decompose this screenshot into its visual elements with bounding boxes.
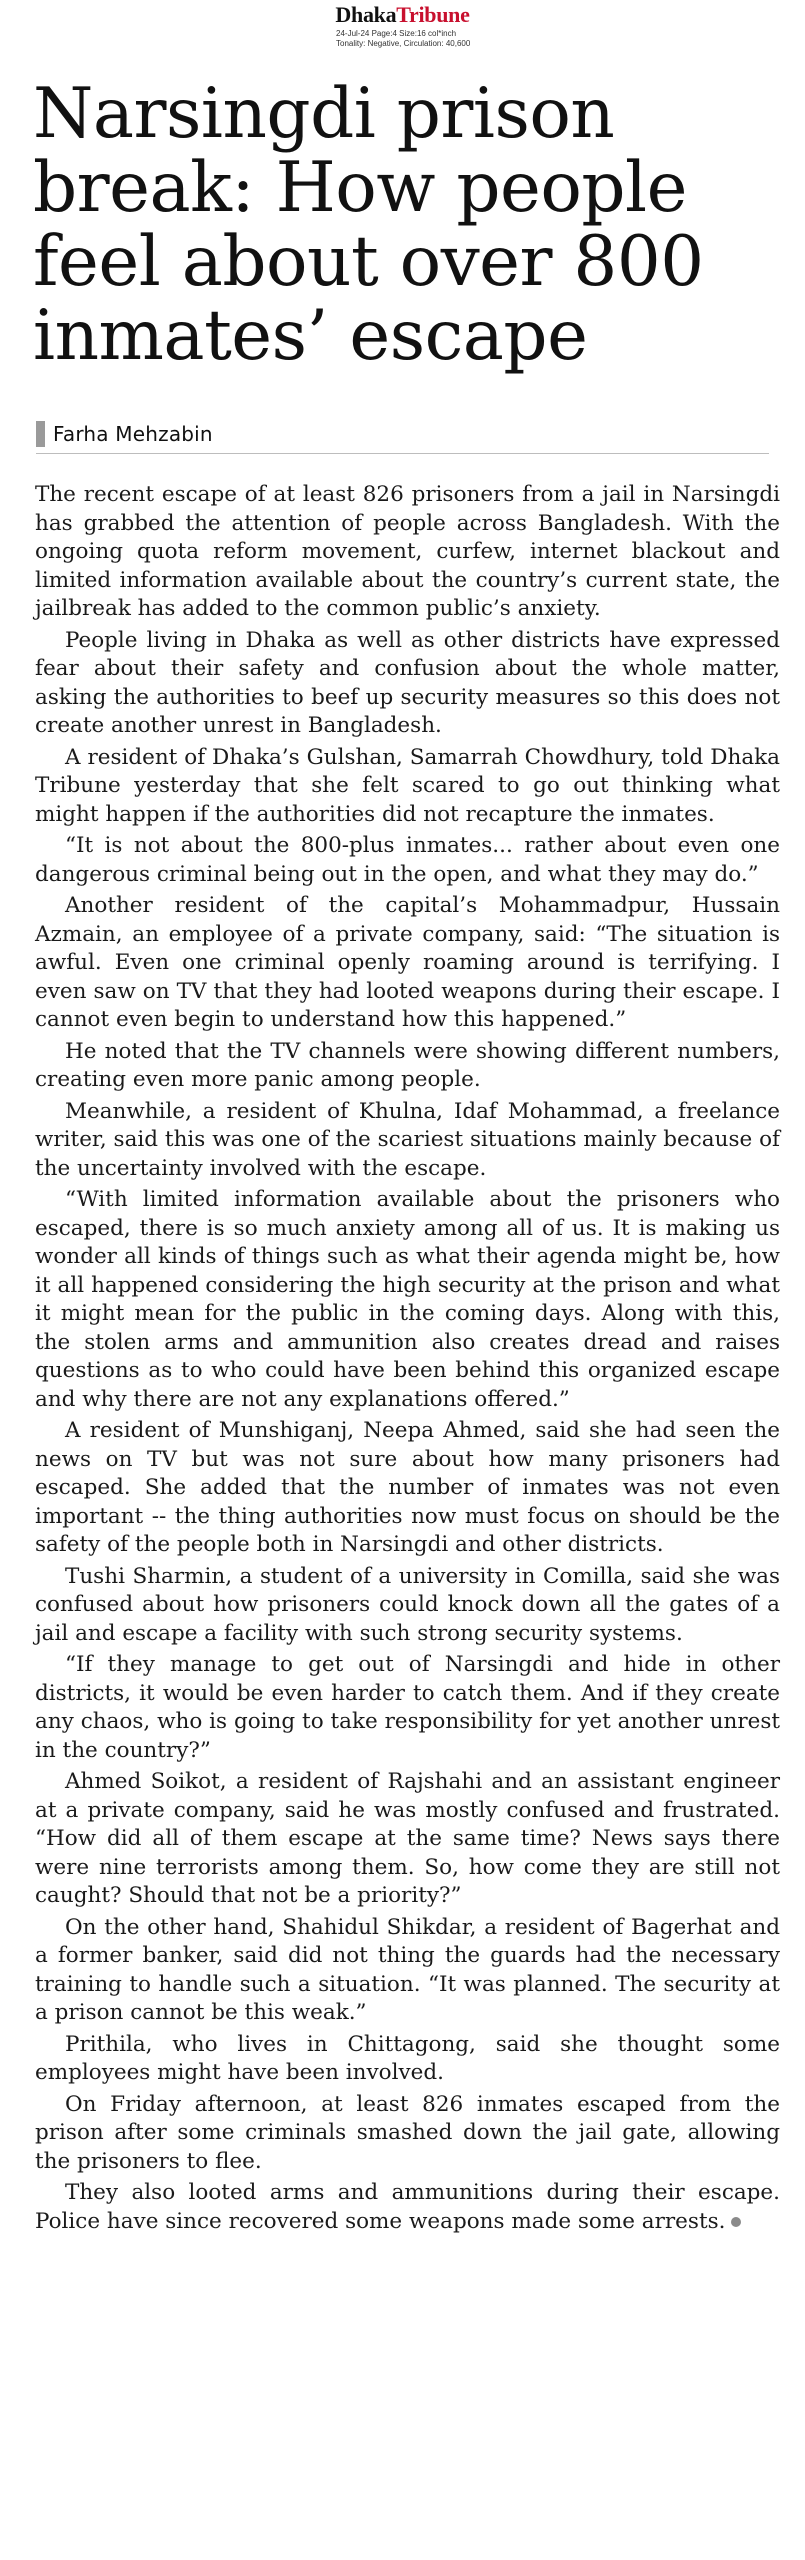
article-paragraph: Prithila, who lives in Chittagong, said she thought some employees might have been involved.: [35, 2031, 780, 2085]
masthead: [0, 0, 805, 49]
article-paragraph: “It is not about the 800-plus inmates... rather about even one dangerous criminal being out in the open, and what they may do.”: [35, 833, 780, 887]
end-of-article-dot-icon: [731, 2217, 741, 2227]
article-paragraph: On Friday afternoon, at least 826 inmates escaped from the prison after some criminals smashed down the jail gate, allowing the prisoners to flee.: [35, 2091, 780, 2174]
article-paragraph: A resident of Munshiganj, Neepa Ahmed, said she had seen the news on TV but was not sure about how many prisoners had escaped. She added that the number of inmates was not even important -- the thing authorities now must focus on should be the safety of the people both in Narsingdi and other districts.: [35, 1418, 780, 1557]
clipping-meta: [336, 29, 486, 49]
article-headline: Narsingdi prison break: How people feel about over 800 inmates’ escape: [33, 74, 704, 376]
article-paragraph: Ahmed Soikot, a resident of Rajshahi and an assistant engineer at a private company, said he was mostly confused and frustrated. “How did all of them escape at the same time? News says there were nine terrorists among them. So, how come they are still not caught? Should that not be a priority?”: [35, 1769, 780, 1908]
article-paragraph: A resident of Dhaka’s Gulshan, Samarrah Chowdhury, told Dhaka Tribune yesterday that she felt scared to go out thinking what might happen if the authorities did not recapture the inmates.: [35, 744, 780, 827]
byline-block: [36, 421, 805, 447]
article-paragraph: People living in Dhaka as well as other districts have expressed fear about their safety and confusion about the whole matter, asking the authorities to beef up security measures so this does not create another unrest in Bangladesh.: [35, 627, 780, 738]
article-paragraph: He noted that the TV channels were showing different numbers, creating even more panic among people.: [35, 1038, 780, 1092]
article-paragraph: Another resident of the capital’s Mohammadpur, Hussain Azmain, an employee of a private company, said: “The situation is awful. Even one criminal openly roaming around is terrifying. I even saw on TV that they had looted weapons during their escape. I cannot even begin to understand how this happened.”: [35, 893, 780, 1032]
last-paragraph-text: They also looted arms and ammunitions during their escape. Police have since recovered some weapons made some arrests.: [35, 2180, 780, 2234]
article-paragraph: “If they manage to get out of Narsingdi and hide in other districts, it would be even harder to catch them. And if they create any chaos, who is going to take responsibility for yet another unrest in the country?”: [35, 1652, 780, 1763]
article-paragraph: On the other hand, Shahidul Shikdar, a resident of Bagerhat and a former banker, said did not thing the guards had the necessary training to handle such a situation. “It was planned. The security at a prison cannot be this weak.”: [35, 1914, 780, 2025]
clipping-tonality-circulation: Tonality: Negative, Circulation: 40,600: [336, 39, 471, 48]
logo-word-tribune: Tribune: [396, 2, 470, 27]
article-paragraph: Meanwhile, a resident of Khulna, Idaf Mohammad, a freelance writer, said this was one of the scariest situations mainly because of the uncertainty involved with the escape.: [35, 1098, 780, 1181]
article-body: [35, 481, 780, 2236]
article-paragraph: The recent escape of at least 826 prisoners from a jail in Narsingdi has grabbed the attention of people across Bangladesh. With the ongoing quota reform movement, curfew, internet blackout and limited information available about the country’s current state, the jailbreak has added to the common public’s anxiety.: [35, 482, 780, 621]
article-paragraph: “With limited information available about the prisoners who escaped, there is so much anxiety among all of us. It is making us wonder all kinds of things such as what their agenda might be, how it all happened considering the high security at the prison and what it might mean for the public in the coming days. Along with this, the stolen arms and ammunition also creates dread and raises questions as to who could have been behind this organized escape and why there are not any explanations offered.”: [35, 1187, 780, 1412]
clipping-date-page-size: 24-Jul-24 Page:4 Size:16 col*inch: [336, 29, 457, 38]
article-paragraph-last: [35, 2179, 780, 2236]
byline-accent-bar: [36, 421, 45, 447]
newspaper-logo: [0, 4, 805, 26]
logo-word-dhaka: Dhaka: [335, 2, 397, 27]
author-byline: Farha Mehzabin: [53, 422, 213, 446]
article-paragraph: Tushi Sharmin, a student of a university in Comilla, said she was confused about how prisoners could knock down all the gates of a jail and escape a facility with such strong security systems.: [35, 1563, 780, 1646]
byline-divider: [36, 453, 769, 454]
